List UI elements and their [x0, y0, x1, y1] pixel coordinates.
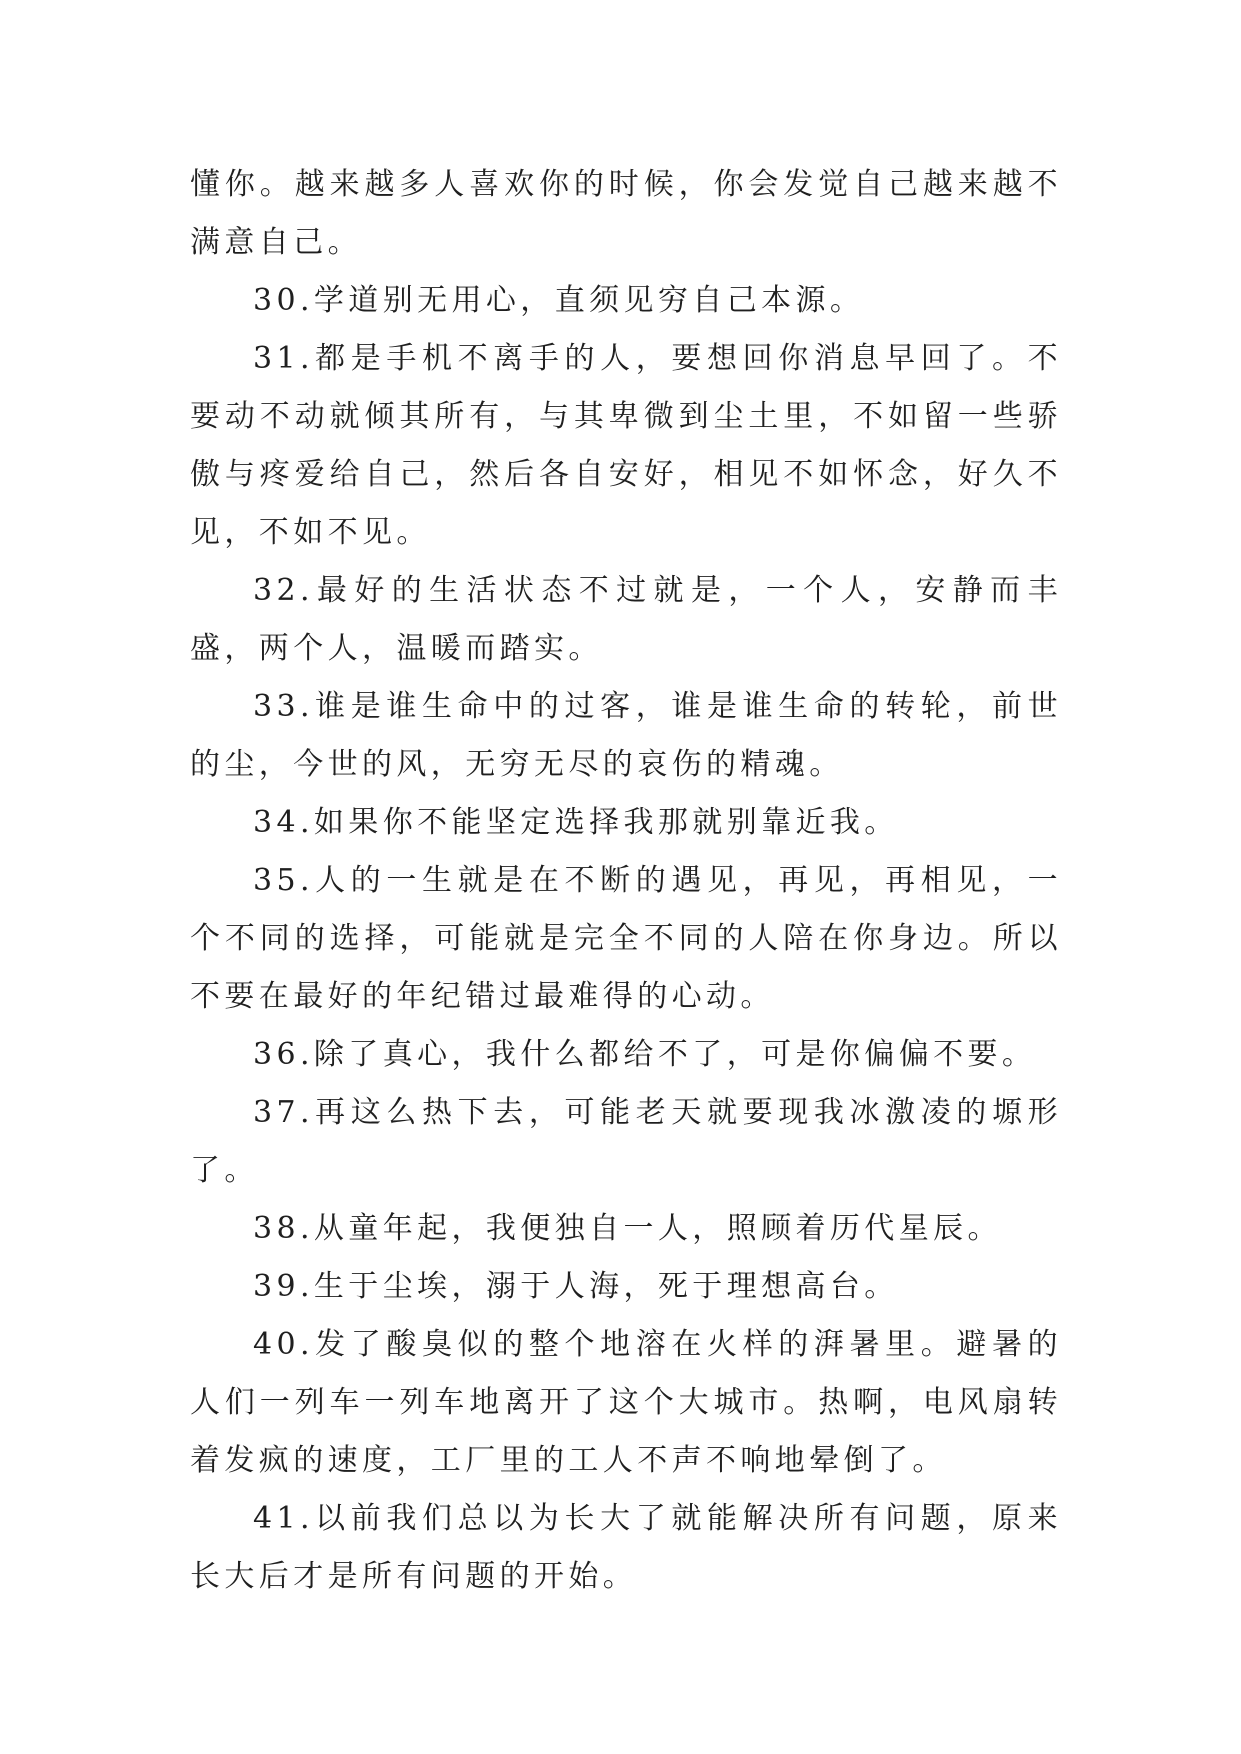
paragraph-34: 34.如果你不能坚定选择我那就别靠近我。 [253, 805, 899, 840]
document-body [190, 156, 1062, 1606]
paragraph-39: 39.生于尘埃，溺于人海，死于理想高台。 [253, 1269, 899, 1304]
paragraph-37: 37.再这么热下去，可能老天就要现我冰激凌的塬形了。 [190, 1095, 1062, 1188]
paragraph-41: 41.以前我们总以为长大了就能解决所有问题，原来长大后才是所有问题的开始。 [190, 1501, 1062, 1594]
paragraph-35: 35.人的一生就是在不断的遇见，再见，再相见，一个不同的选择，可能就是完全不同的人陪在你身边。所以不要在最好的年纪错过最难得的心动。 [190, 863, 1062, 1014]
paragraph-33: 33.谁是谁生命中的过客，谁是谁生命的转轮，前世的尘，今世的风，无穷无尽的哀伤的精魂。 [190, 689, 1062, 782]
paragraph-30: 30.学道别无用心，直须见穷自己本源。 [253, 283, 865, 318]
paragraph-38: 38.从童年起，我便独自一人，照顾着历代星辰。 [253, 1211, 1002, 1246]
paragraph-continuation: 懂你。越来越多人喜欢你的时候，你会发觉自己越来越不满意自己。 [190, 167, 1062, 260]
paragraph-40: 40.发了酸臭似的整个地溶在火样的湃暑里。避暑的人们一列车一列车地离开了这个大城市。热啊，电风扇转着发疯的速度，工厂里的工人不声不响地晕倒了。 [190, 1327, 1062, 1478]
paragraph-31: 31.都是手机不离手的人，要想回你消息早回了。不要动不动就倾其所有，与其卑微到尘土里，不如留一些骄傲与疼爱给自己，然后各自安好，相见不如怀念，好久不见，不如不见。 [190, 341, 1062, 550]
paragraph-36: 36.除了真心，我什么都给不了，可是你偏偏不要。 [253, 1037, 1037, 1072]
paragraph-32: 32.最好的生活状态不过就是，一个人，安静而丰盛，两个人，温暖而踏实。 [190, 573, 1062, 666]
